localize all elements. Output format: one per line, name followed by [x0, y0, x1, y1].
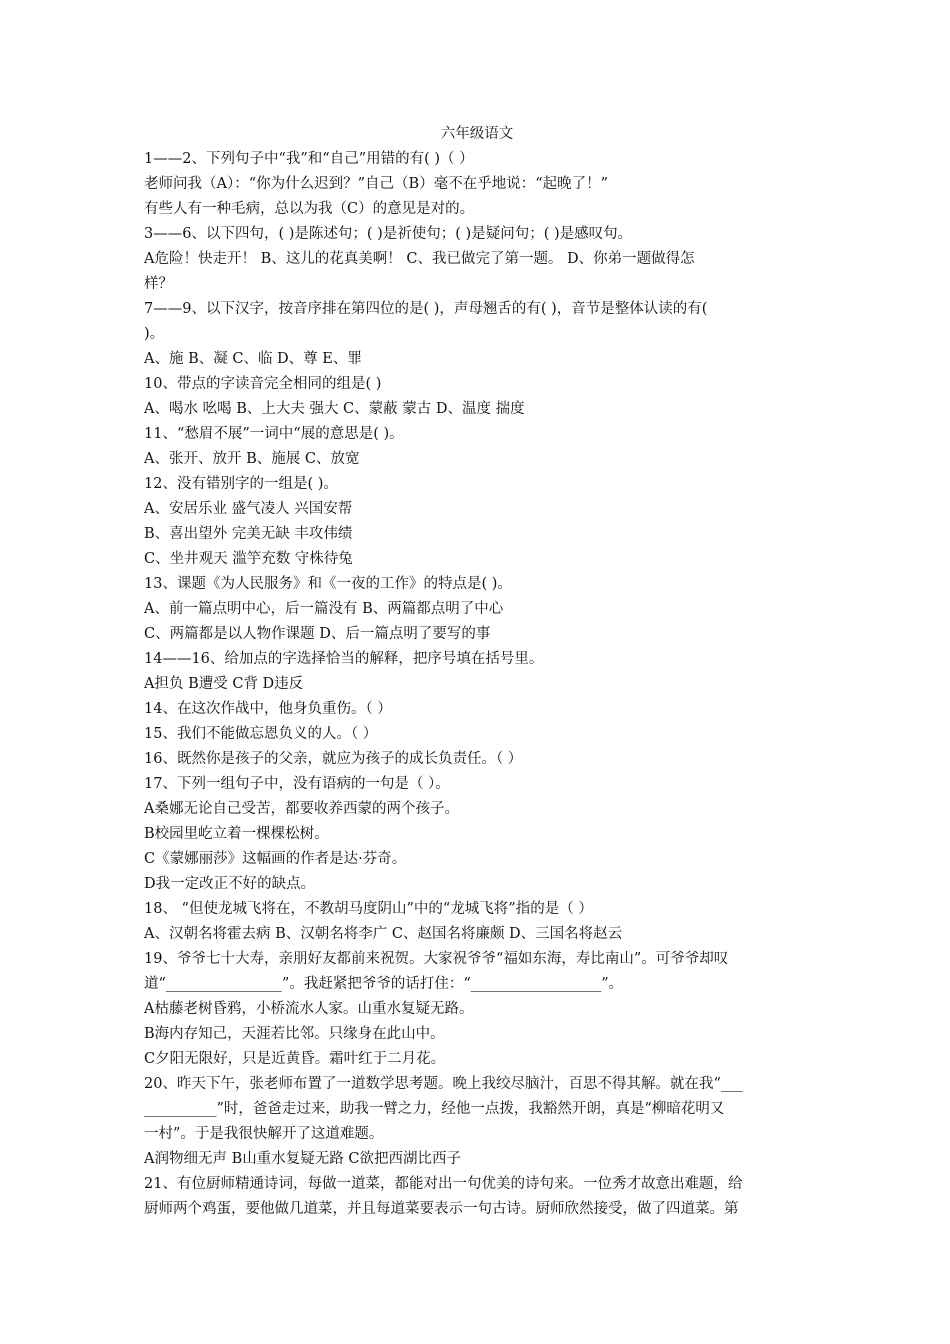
text-line: A担负 B遭受 C背 D违反	[144, 676, 304, 692]
text-line: 20、昨天下午，张老师布置了一道数学思考题。晚上我绞尽脑汁，百思不得其解。就在我“___	[144, 1076, 743, 1092]
text-line: 17、下列一组句子中，没有语病的一句是（ ）。	[144, 776, 450, 792]
text-line: 16、既然你是孩子的父亲，就应为孩子的成长负责任。（ ）	[144, 751, 523, 767]
text-line: 14、在这次作战中，他身负重伤。（ ）	[144, 701, 392, 717]
text-line: )。	[144, 326, 165, 342]
text-line: A、前一篇点明中心，后一篇没有 B、两篇都点明了中心	[144, 601, 504, 617]
text-line: 15、我们不能做忘恩负义的人。（ ）	[144, 726, 378, 742]
text-line: A、张开、放开 B、施展 C、放宽	[144, 451, 360, 467]
text-line: __________”时，爸爸走过来，助我一臂之力，经他一点拨，我豁然开朗，真是“柳暗花明又	[144, 1101, 725, 1117]
text-line: A枯藤老树昏鸦，小桥流水人家。山重水复疑无路。	[144, 1001, 474, 1017]
text-line: 有些人有一种毛病，总以为我（C）的意见是对的。	[144, 201, 475, 217]
text-line: 19、爷爷七十大寿，亲朋好友都前来祝贺。大家祝爷爷“福如东海，寿比南山”。可爷爷却叹	[144, 951, 729, 967]
text-line: C、坐井观天 滥竽充数 守株待兔	[144, 551, 353, 567]
text-line: 样？	[144, 276, 173, 292]
text-line: 道“________________”。我赶紧把爷爷的话打住：“__________________”。	[144, 976, 624, 992]
text-line: 12、没有错别字的一组是( )。	[144, 476, 338, 492]
text-line: D我一定改正不好的缺点。	[144, 876, 316, 892]
text-line: A危险！快走开！ B、这儿的花真美啊！ C、我已做完了第一题。 D、你弟一题做得怎	[144, 251, 695, 267]
text-line: 老师问我（A）：“你为什么迟到？”自己（B）毫不在乎地说：“起晚了！”	[144, 176, 609, 192]
text-line: A、汉朝名将霍去病 B、汉朝名将李广 C、赵国名将廉颇 D、三国名将赵云	[144, 926, 623, 942]
text-line: C夕阳无限好，只是近黄昏。霜叶红于二月花。	[144, 1051, 446, 1067]
text-line: 14——16、给加点的字选择恰当的解释，把序号填在括号里。	[144, 651, 544, 667]
text-line: 10、带点的字读音完全相同的组是( )	[144, 376, 382, 392]
text-line: 7——9、以下汉字，按音序排在第四位的是( )，声母翘舌的有( )，音节是整体认读的有(	[144, 301, 708, 317]
text-line: B校园里屹立着一棵棵松树。	[144, 826, 329, 842]
text-line: A桑娜无论自己受苦，都要收养西蒙的两个孩子。	[144, 801, 459, 817]
text-line: 一村”。于是我很快解开了这道难题。	[144, 1126, 384, 1142]
text-line: 18、 “但使龙城飞将在，不教胡马度阴山”中的“龙城飞将”指的是（ ）	[144, 901, 593, 917]
text-line: 13、课题《为人民服务》和《一夜的工作》的特点是( )。	[144, 576, 512, 592]
text-line: C、两篇都是以人物作课题 D、后一篇点明了要写的事	[144, 626, 491, 642]
text-line: A、施 B、凝 C、临 D、尊 E、罪	[144, 351, 362, 367]
text-line: 1——2、下列句子中“我”和“自己”用错的有( )（ ）	[144, 151, 474, 167]
text-line: A润物细无声 B山重水复疑无路 C欲把西湖比西子	[144, 1151, 461, 1167]
text-line: 3——6、以下四句，( )是陈述句；( )是祈使句；( )是疑问句；( )是感叹句。	[144, 226, 633, 242]
text-line: 11、“愁眉不展”一词中“展的意思是( )。	[144, 426, 404, 442]
page-title: 六年级语文	[440, 126, 514, 142]
text-line: A、安居乐业 盛气凌人 兴国安帮	[144, 501, 353, 517]
text-line: 厨师两个鸡蛋，要他做几道菜，并且每道菜要表示一句古诗。厨师欣然接受，做了四道菜。第	[144, 1201, 739, 1217]
text-line: A、喝水 吆喝 B、上大夫 强大 C、蒙蔽 蒙古 D、温度 揣度	[144, 401, 525, 417]
document-body	[144, 122, 810, 1222]
text-line: 21、有位厨师精通诗词，每做一道菜，都能对出一句优美的诗句来。一位秀才故意出难题，给	[144, 1176, 743, 1192]
text-line: C《蒙娜丽莎》这幅画的作者是达·芬奇。	[144, 851, 407, 867]
text-line: B、喜出望外 完美无缺 丰攻伟绩	[144, 526, 353, 542]
text-line: B海内存知己，天涯若比邻。只缘身在此山中。	[144, 1026, 445, 1042]
